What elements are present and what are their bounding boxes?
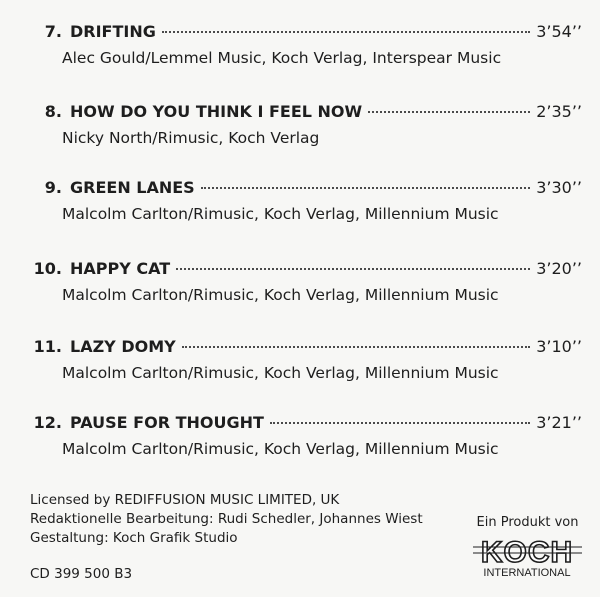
track-number: 8. (44, 102, 62, 121)
track-header (30, 22, 582, 44)
logo-subtext: INTERNATIONAL (483, 567, 571, 579)
track-title: GREEN LANES (70, 178, 195, 197)
koch-logo (470, 533, 585, 579)
dot-leader (162, 30, 530, 33)
track-title: LAZY DOMY (70, 337, 176, 356)
catalog-number: CD 399 500 B3 (30, 566, 133, 582)
dot-leader (368, 110, 530, 113)
dot-leader (182, 345, 530, 348)
track-header (30, 102, 582, 124)
track-title: PAUSE FOR THOUGHT (70, 413, 264, 432)
dot-leader (270, 421, 530, 424)
track-header (30, 337, 582, 359)
track-number: 7. (44, 22, 62, 41)
track-duration: 3’20’’ (536, 259, 582, 278)
koch-brand (470, 515, 585, 579)
track-header (30, 178, 582, 200)
dot-leader (201, 186, 531, 189)
dot-leader (176, 267, 530, 270)
editing-line: Redaktionelle Bearbeitung: Rudi Schedler, Johannes Wiest (30, 511, 423, 527)
track-credits: Malcolm Carlton/Rimusic, Koch Verlag, Millennium Music (62, 440, 499, 458)
license-line: Licensed by REDIFFUSION MUSIC LIMITED, UK (30, 492, 340, 508)
track-title: HAPPY CAT (70, 259, 171, 278)
brand-tagline: Ein Produkt von (476, 515, 579, 530)
logo-wordmark: KOCH (480, 536, 574, 569)
track-duration: 3’10’’ (536, 337, 582, 356)
track-duration: 3’30’’ (536, 178, 582, 197)
track-number: 11. (33, 337, 62, 356)
track-credits: Nicky North/Rimusic, Koch Verlag (62, 129, 320, 147)
track-title: HOW DO YOU THINK I FEEL NOW (70, 102, 363, 121)
track-duration: 3’21’’ (536, 413, 582, 432)
track-credits: Alec Gould/Lemmel Music, Koch Verlag, Interspear Music (62, 49, 502, 67)
track-number: 9. (44, 178, 62, 197)
track-credits: Malcolm Carlton/Rimusic, Koch Verlag, Millennium Music (62, 364, 499, 382)
track-number: 10. (33, 259, 62, 278)
design-line: Gestaltung: Koch Grafik Studio (30, 530, 238, 546)
track-credits: Malcolm Carlton/Rimusic, Koch Verlag, Millennium Music (62, 205, 499, 223)
track-header (30, 259, 582, 281)
track-credits: Malcolm Carlton/Rimusic, Koch Verlag, Millennium Music (62, 286, 499, 304)
track-header (30, 413, 582, 435)
track-duration: 2’35’’ (536, 102, 582, 121)
track-number: 12. (33, 413, 62, 432)
track-duration: 3’54’’ (536, 22, 582, 41)
footer-credits (30, 491, 423, 548)
track-title: DRIFTING (70, 22, 156, 41)
